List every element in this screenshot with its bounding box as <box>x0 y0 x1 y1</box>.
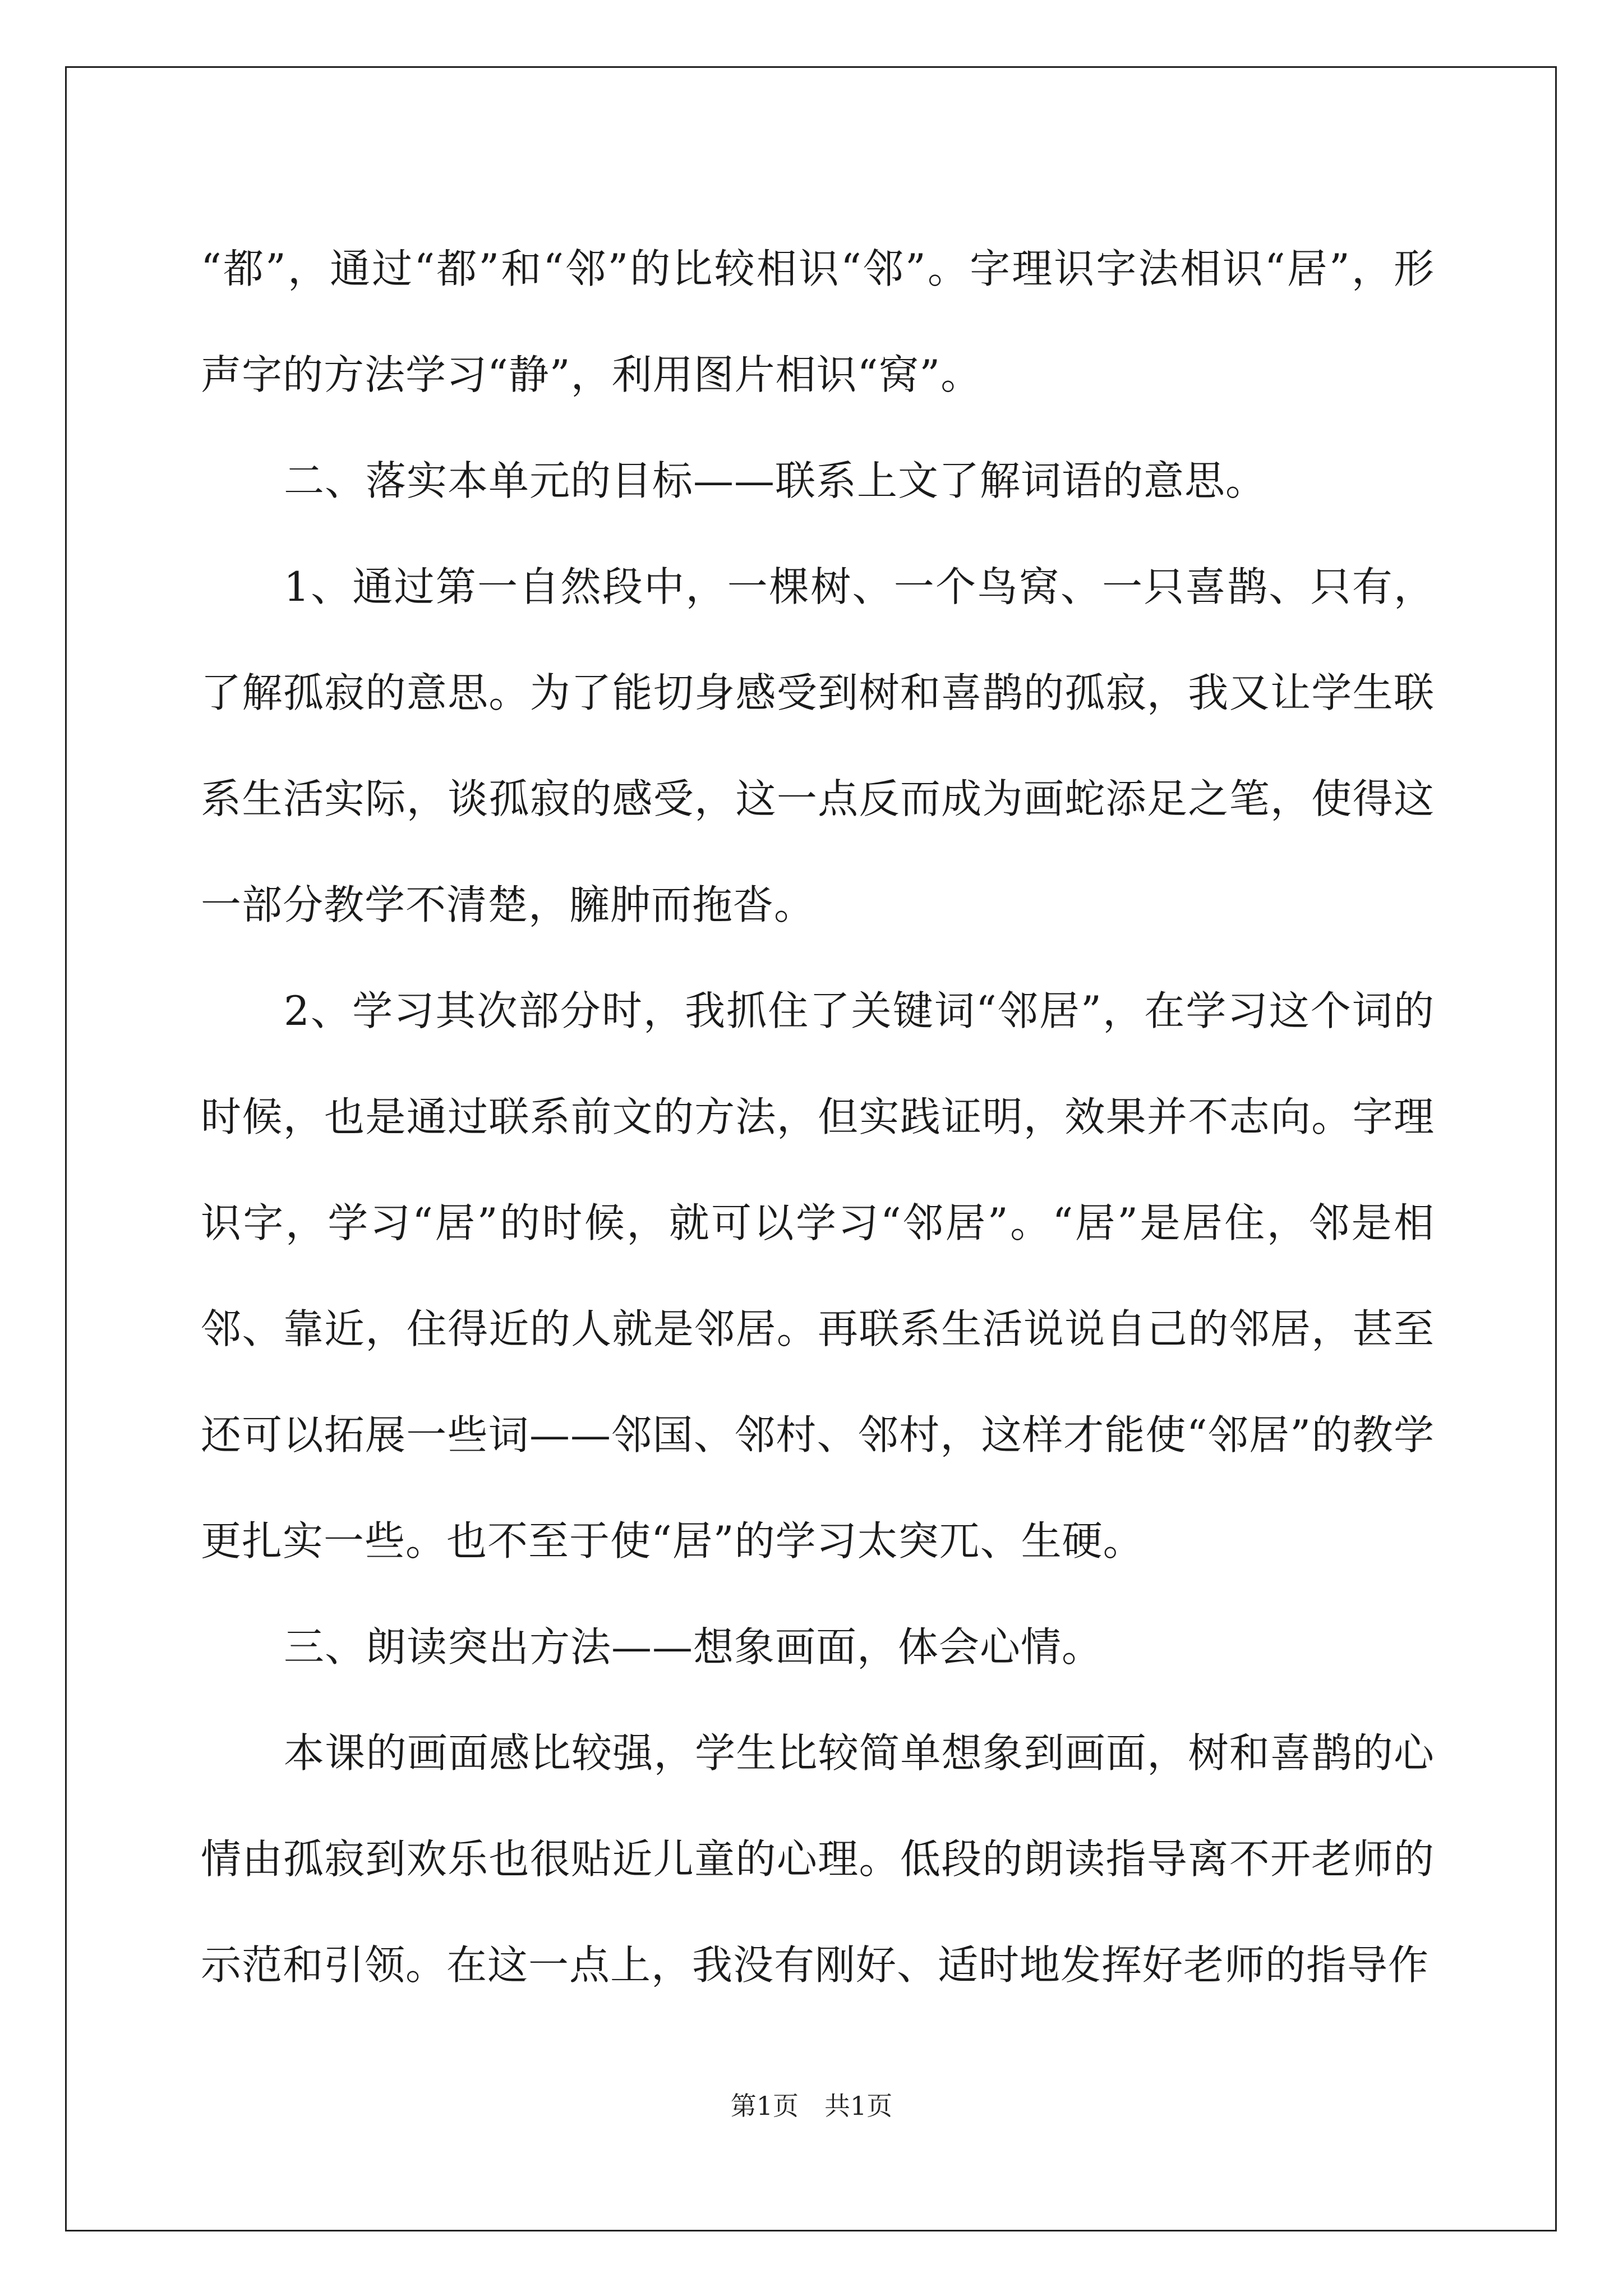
paragraph-6: 本课的画面感比较强，学生比较简单想象到画面，树和喜鹊的心情由孤寂到欢乐也很贴近儿童的心理。低段的朗读指导离不开老师的示范和引领。在这一点上，我没有刚好、适时地发挥好老师的指导作 <box>201 1729 1435 1989</box>
paragraph-2: 二、落实本单元的目标——联系上文了解词语的意思。 <box>284 457 1267 504</box>
paragraph-5: 三、朗读突出方法——想象画面，体会心情。 <box>284 1623 1103 1671</box>
paragraph-4: 2、学习其次部分时，我抓住了关键词“邻居”，在学习这个词的时候，也是通过联系前文的方法，但实践证明，效果并不志向。字理识字，学习“居”的时候，就可以学习“邻居”。“居”是居住，邻是相邻、靠近，住得近的人就是邻居。再联系生活说说自己的邻居，甚至还可以拓展一些词——邻国、邻村、邻村，这样才能使“邻居”的教学更扎实一些。也不至于使“居”的学习太突兀、生硬。 <box>201 987 1435 1565</box>
document-body <box>201 216 1435 2018</box>
page-footer: 第1页 共1页 <box>730 2091 893 2121</box>
paragraph-3: 1、通过第一自然段中，一棵树、一个鸟窝、一只喜鹊、只有，了解孤寂的意思。为了能切身感受到树和喜鹊的孤寂，我又让学生联系生活实际，谈孤寂的感受，这一点反而成为画蛇添足之笔，使得这一部分教学不清楚，臃肿而拖沓。 <box>201 563 1435 928</box>
paragraph-1: “都”，通过“都”和“邻”的比较相识“邻”。字理识字法相识“居”，形声字的方法学习“静”，利用图片相识“窝”。 <box>201 245 1435 398</box>
